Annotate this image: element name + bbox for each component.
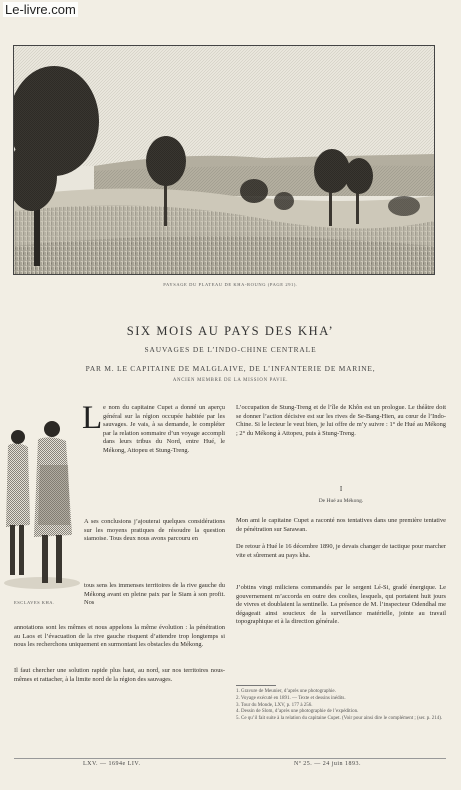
illustration-caption: PAYSAGE DU PLATEAU DE KHA-ROUNG (PAGE 291).	[163, 282, 298, 287]
paragraph-occupation: L’occupation de Stung-Treng et de l’île de Khôn est un prologue. Le théâtre doit se donner l’action décisive est sur les rives de Se-Bang-Hien, au cœur de l’Indo-Chine. Si le lecteur le veut bien, je lui offre de m’y suivre : 1° de Hué au Mékong ; 2° du Mékong à Attopeu, puis à Stung-Treng.	[236, 404, 446, 437]
site-watermark-label[interactable]: Le-livre.com	[5, 2, 76, 17]
landscape-image	[14, 46, 434, 274]
paragraph-militia: J’obtins vingt miliciens commandés par le sergent Lé-Si, gradé énergique. Le gouvernement m’accorda en outre des coolies, lesquels, qui portaient huit jours de vivres et doublaient la sentinelle. La présence de M. l’inspecteur Odendhal me dégageait ainsi soucieux de la surveillance matérielle, jointe au travail topographique et à la direction générale.	[236, 584, 446, 626]
article-title: SIX MOIS AU PAYS DES KHA’	[126, 324, 335, 338]
footer-volume: LXV. — 1694e LIV.	[83, 761, 141, 767]
paragraph-solution: Il faut chercher une solution rapide plus haut, au nord, sur nos territoires nous-mêmes et rattacher, à la limite nord de la région des sauvages.	[14, 667, 225, 683]
footer-divider	[14, 758, 446, 759]
paragraph-territories: tous sens les immenses territoires de la rive gauche du Mékong avant en pleine paix par le Siam à son profit. Nos	[84, 582, 225, 607]
article-author: PAR M. LE CAPITAINE DE MALGLAIVE, DE L’INFANTERIE DE MARINE,	[85, 364, 376, 373]
figure-caption: ESCLAVES KHA.	[14, 600, 55, 605]
footnote: 5. Ce qu’il fait suite à la relation du capitaine Cupet. (Voir pour ainsi dire le complément ; (ser. p. 214).	[236, 716, 443, 722]
figure-image	[2, 415, 82, 591]
landscape-engraving	[13, 45, 435, 275]
figure-engraving	[2, 415, 82, 591]
paragraph-conclusions: A ses conclusions j’ajouterai quelques considérations sur les moyens pratiques de résoudre la question siamoise. Tous deux nous avons parcouru en	[84, 518, 225, 543]
paragraph-cupet: Mon ami le capitaine Cupet a raconté nos tentatives dans une première tentative de pénétration sur Sarawan.	[236, 517, 446, 533]
footnotes-list	[236, 689, 446, 723]
paragraph-annotations: annotations sont les mêmes et nous appelons la même évolution : la pénétration au Laos et l’évacuation de la rive gauche risquent d’attendre trop longtemps si nous les recherchons uniquement en surmontant les obstacles du Mékong.	[14, 624, 225, 649]
section-number: I	[339, 485, 343, 493]
article-author-note: ANCIEN MEMBRE DE LA MISSION PAVIE.	[172, 378, 289, 383]
section-title: De Hué au Mékong.	[318, 498, 364, 504]
intro-paragraph: e nom du capitaine Cupet a donné un aperçu général sur la région occupée habitée par les sauvages. Je vais, à sa demande, le compléter par la relation sommaire d’un voyage accompli dans leurs tribus du Nord, entre Hué, le Mékong, Attopeu et Stung-Treng.	[103, 404, 225, 454]
footnote: 1. Gravure de Meunier, d’après une photographie.	[236, 689, 336, 694]
footnote: 2. Voyage exécuté en 1891. — Texte et dessins inédits.	[236, 695, 346, 701]
footer-issue: Nº 25. — 24 juin 1893.	[294, 761, 362, 767]
paragraph-return-hue: De retour à Hué le 16 décembre 1890, je devais changer de tactique pour marcher vite et sûrement au pays kha.	[236, 543, 446, 559]
article-subtitle: SAUVAGES DE L’INDO-CHINE CENTRALE	[144, 345, 317, 354]
footnote: 3. Tour du Monde, LXV, p. 177 à 256.	[236, 702, 313, 708]
footnote: 4. Dessin de Slom, d’après une photographie de l’expédition.	[236, 709, 359, 715]
footnote-divider	[236, 685, 276, 686]
drop-cap: L	[82, 400, 103, 436]
